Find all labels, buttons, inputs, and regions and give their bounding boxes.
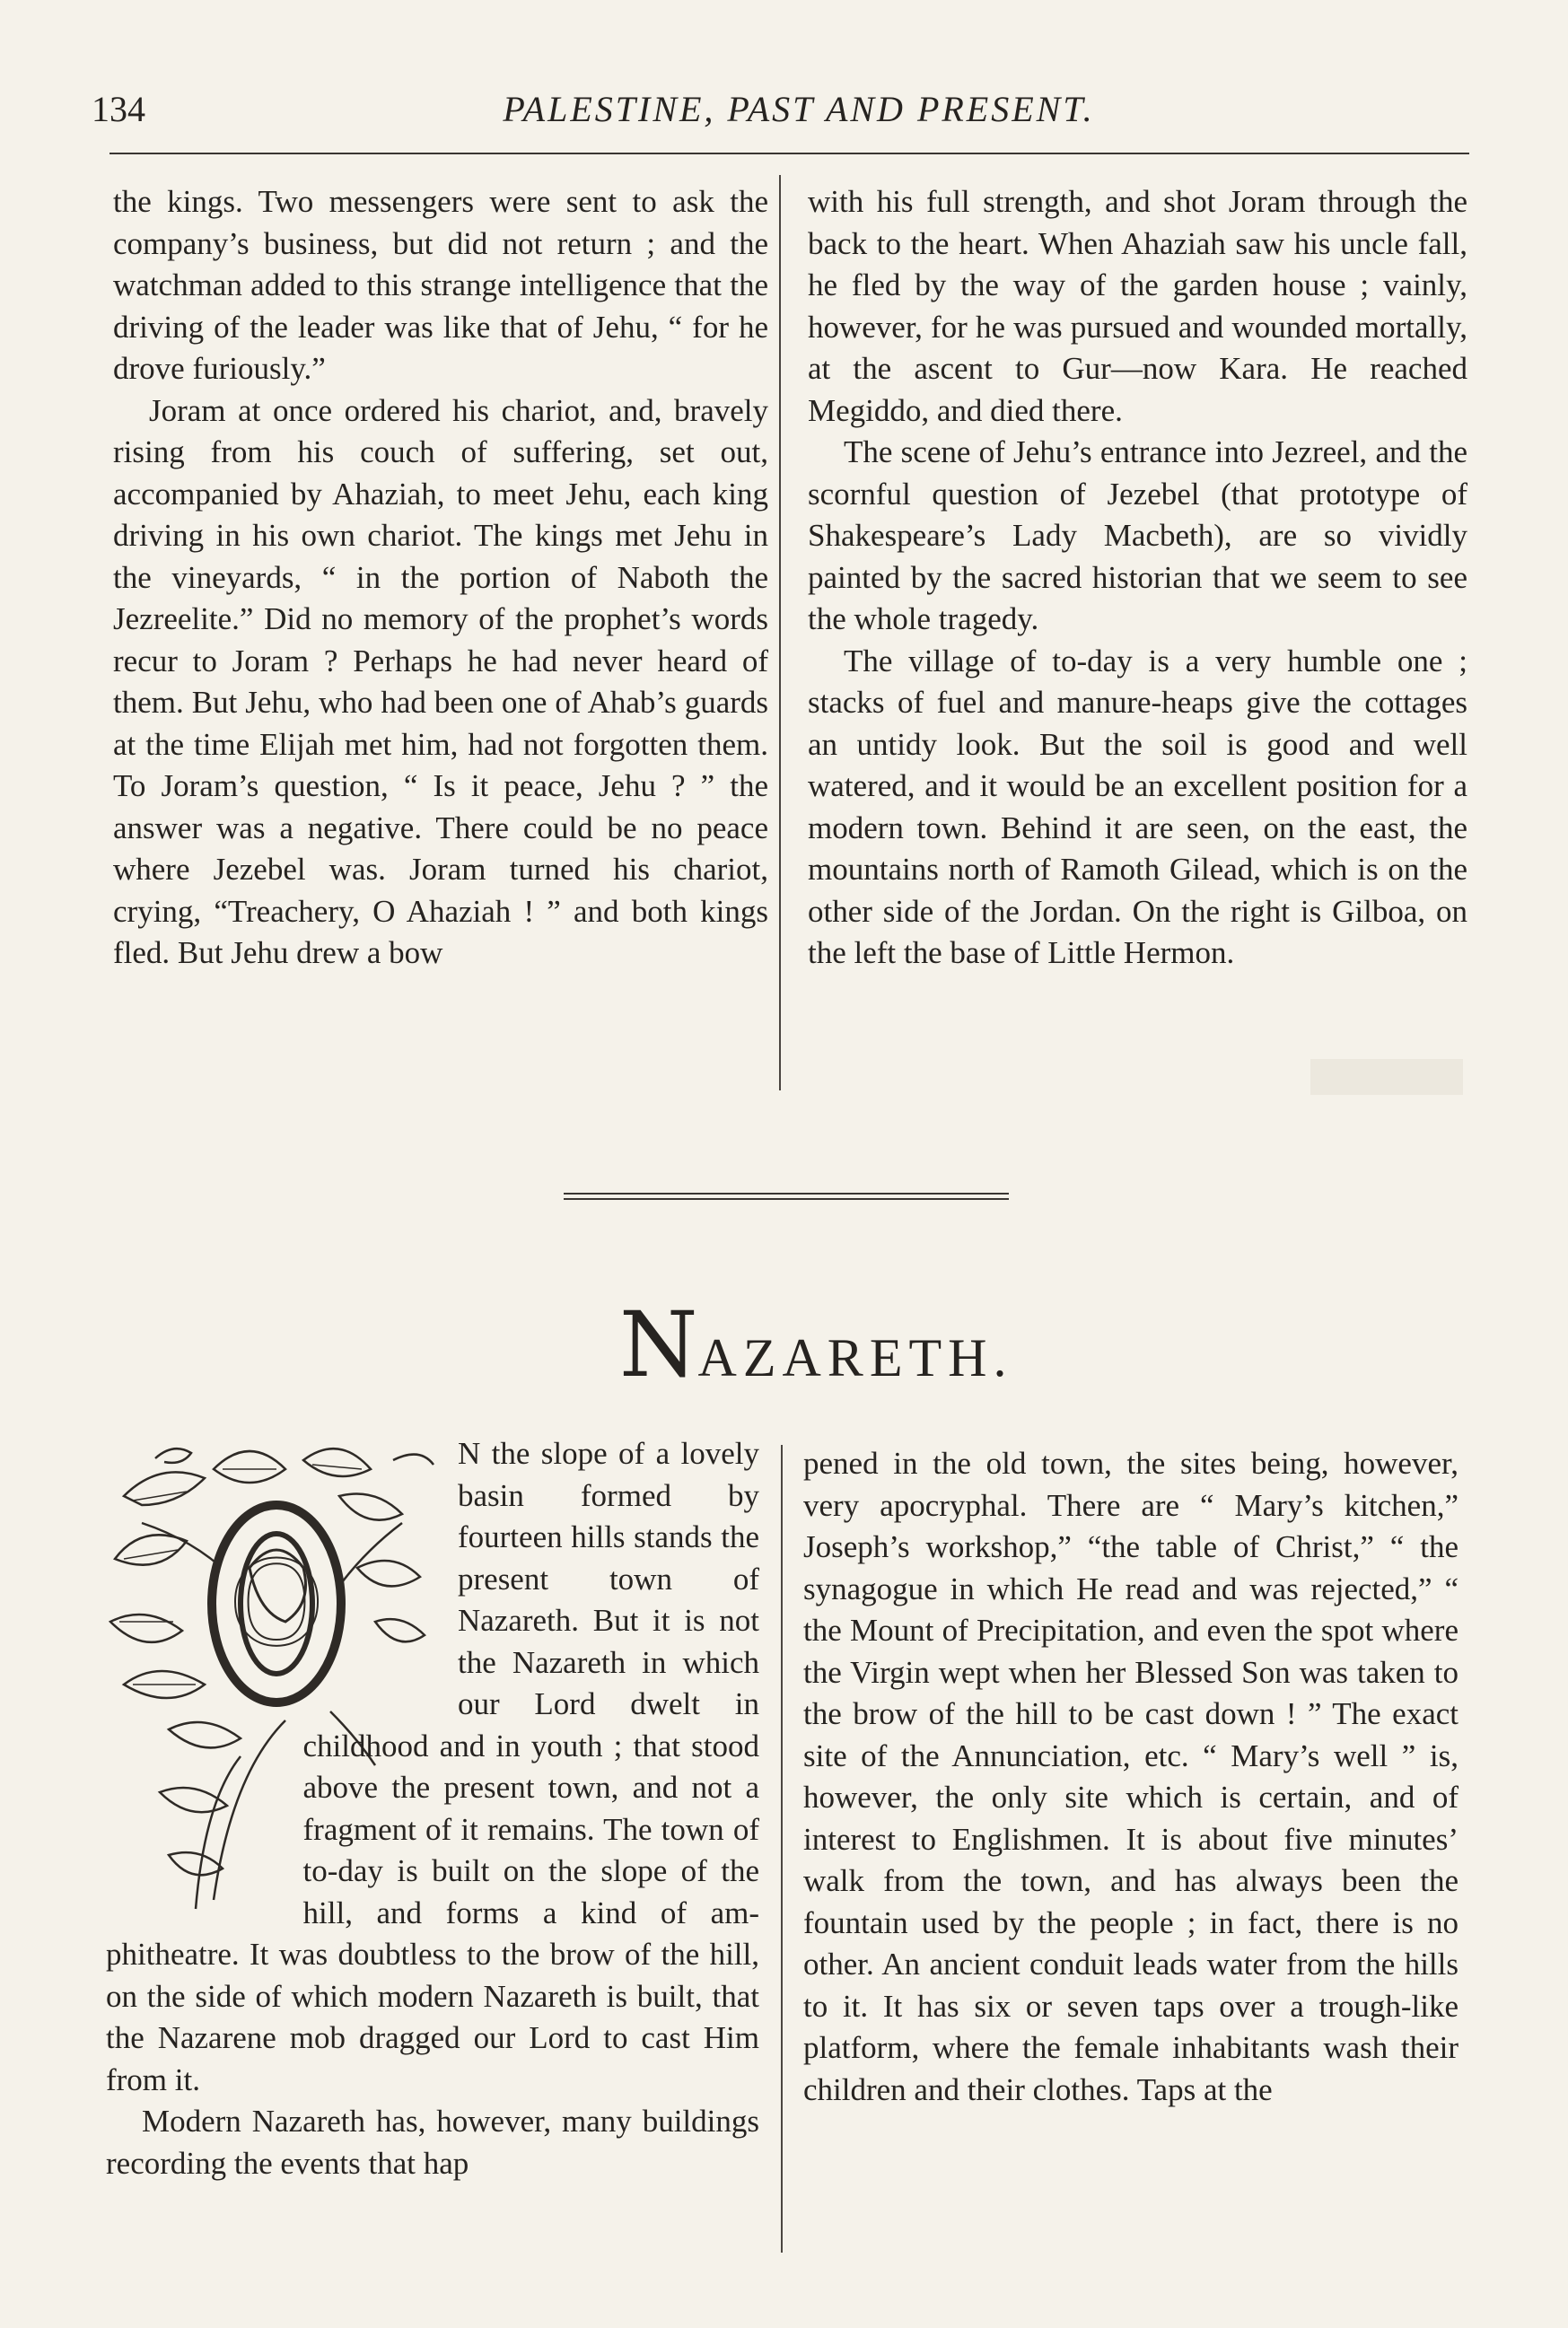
- paragraph: pened in the old town, the sites being, however, very apocryphal. There are “ Mary’s kitchen,” Joseph’s workshop,” “the table of Christ,” “ the synagogue in which He read and was rejected,” “ the Mount of Precipitation, and even the spot where the Virgin wept when her Blessed Son was taken to the brow of the hill to be cast down ! ” The exact site of the Annunciation, etc. “ Mary’s well ” is, however, the only site which is certain, and of interest to Englishmen. It is about five minutes’ walk from the town, and has always been the fountain used by the people ; in fact, there is no other. An ancient conduit leads water from the hills to it. It has six or seven taps over a trough-like platform, where the female inhabitants wash their children and their clothes. Taps at the: [803, 1446, 1459, 2107]
- dropcap-letter: O: [228, 1536, 325, 1672]
- paragraph: N the slope of a lovely basin formed by fourteen hills stands the present town of Nazareth. But it is not the Nazareth in which our Lord dwelt in childhood and in youth ; that stood above the present town, and not a fragment of it remains. The town of to-day is built on the slope of the hill, and forms a kind of amphitheatre. It was doubtless to the brow of the hill, on the side of which modern Nazareth is built, that the Nazarene mob dragged our Lord to cast Him from it.: [106, 1436, 759, 2097]
- paper-shade: [1310, 1059, 1463, 1095]
- column-divider-top: [779, 175, 781, 1090]
- paragraph: the kings. Two messengers were sent to ask the company’s business, but did not return ; and the watchman added to this strange intelligence that the driving of the leader was like that of Jehu, “ for he drove furiously.”: [113, 184, 768, 386]
- running-title: PALESTINE, PAST AND PRESENT.: [503, 89, 1095, 129]
- header-rule: [109, 153, 1469, 154]
- paragraph: with his full strength, and shot Joram through the back to the heart. When Ahaziah saw his uncle fall, he fled by the way of the garden house ; vainly, however, for he was pursued and wounded mortally, at the ascent to Gur—now Kara. He reached Megiddo, and died there.: [808, 184, 1467, 428]
- column-divider-bottom: [781, 1445, 783, 2253]
- top-left-column: [113, 181, 768, 975]
- bottom-left-column: [106, 1433, 759, 2184]
- section-title-initial: N: [619, 1292, 698, 1397]
- section-divider: [564, 1193, 1009, 1202]
- bottom-right-column: [803, 1443, 1459, 2111]
- page-number: 134: [92, 89, 145, 129]
- paragraph: Joram at once ordered his chariot, and, bravely rising from his couch of suffering, set out, accompanied by Ahaziah, to meet Jehu, each king driving in his own chariot. The kings met Jehu in the vineyards, “ in the portion of Naboth the Jezreelite.” Did no memory of the prophet’s words recur to Joram ? Perhaps he had never heard of them. But Jehu, who had been one of Ahab’s guards at the time Elijah met him, had not forgotten them. To Joram’s question, “ Is it peace, Jehu ? ” the answer was a negative. There could be no peace where Jezebel was. Joram turned his chariot, crying, “Treachery, O Ahaziah ! ” and both kings fled. But Jehu drew a bow: [113, 392, 768, 970]
- top-right-column: [808, 181, 1467, 975]
- paragraph: The scene of Jehu’s entrance into Jezreel, and the scornful question of Jezebel (that prototype of Shakespeare’s Lady Macbeth), are so vividly painted by the sacred historian that we seem to see the whole tragedy.: [808, 434, 1467, 636]
- paragraph: The village of to-day is a very humble one ; stacks of fuel and manure-heaps give the cottages an untidy look. But the soil is good and well watered, and it would be an excellent position for a modern town. Behind it are seen, on the east, the mountains north of Ramoth Gilead, which is on the other side of the Jordan. On the right is Gilboa, on the left the base of Little Hermon.: [808, 643, 1467, 970]
- section-title: [619, 1292, 1032, 1397]
- section-title-rest: AZARETH.: [697, 1328, 1013, 1387]
- paragraph: Modern Nazareth has, however, many buildings recording the events that hap: [106, 2104, 759, 2181]
